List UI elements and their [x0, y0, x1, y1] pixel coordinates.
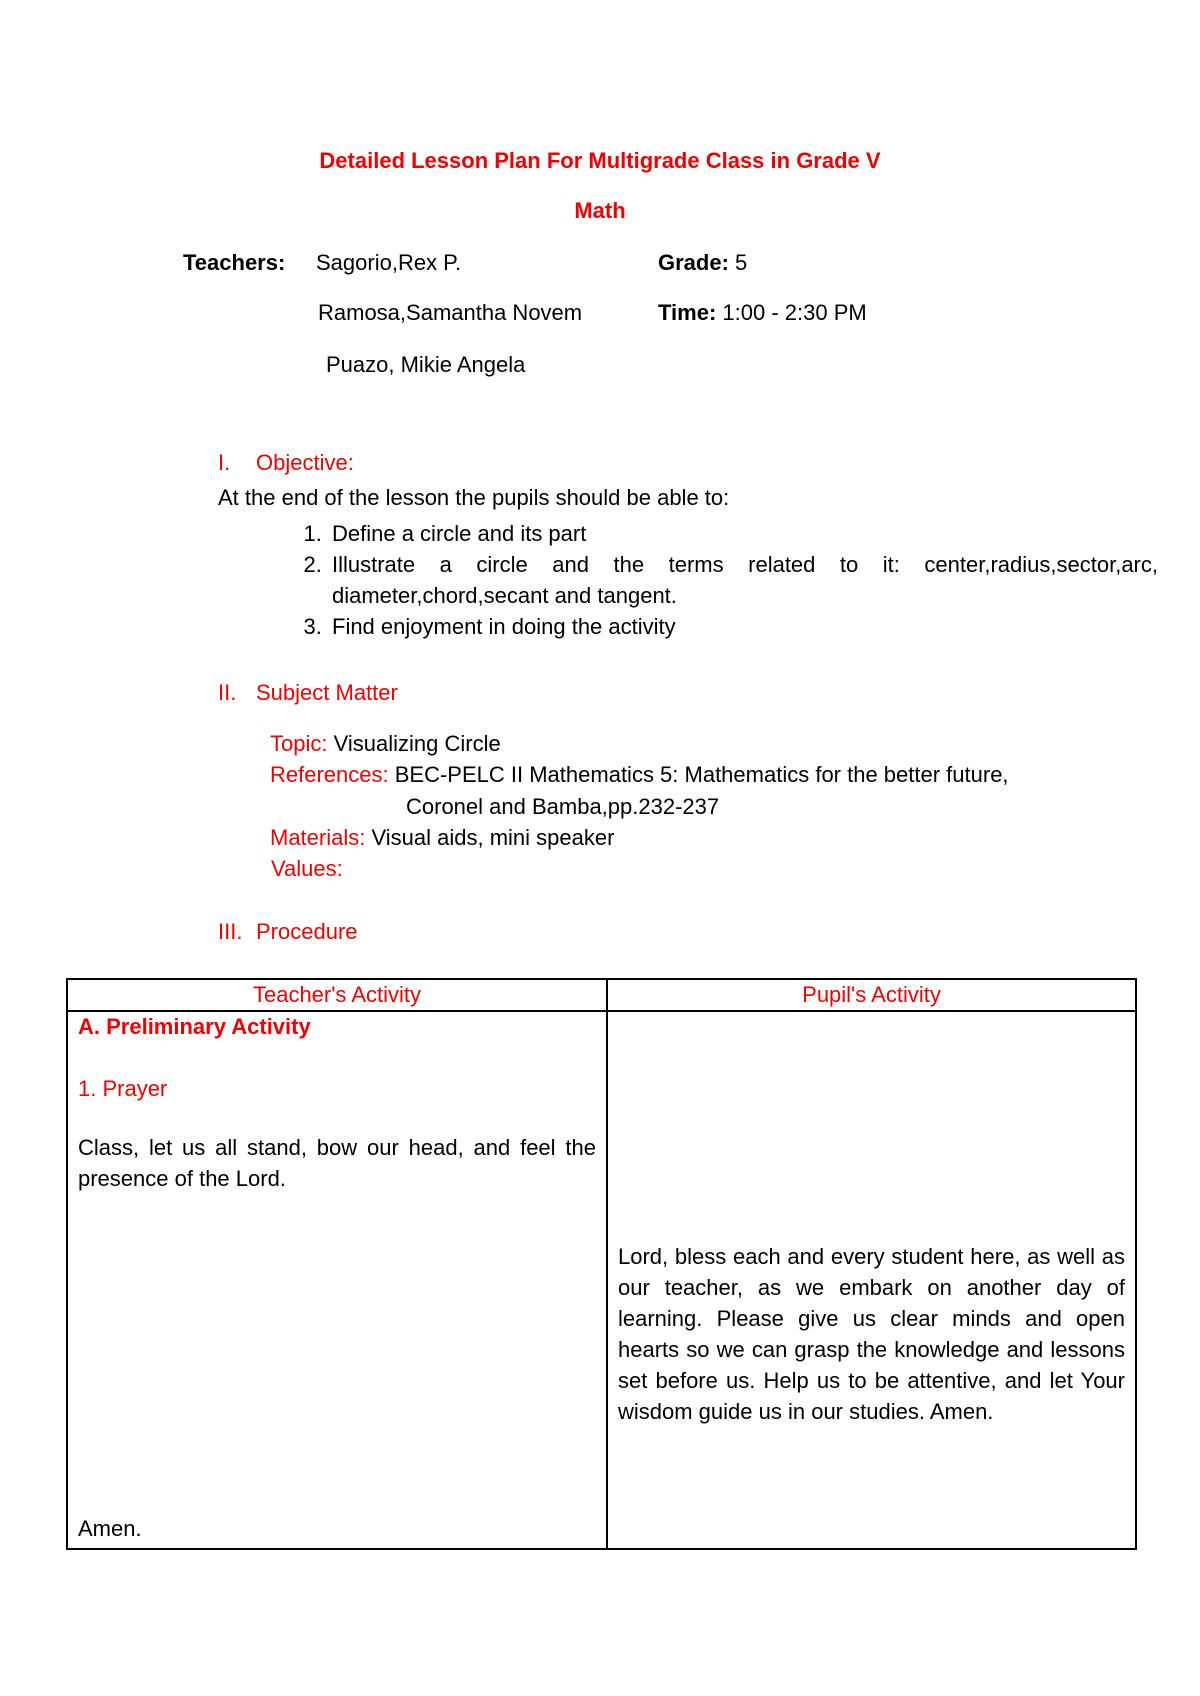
- grade-line: [658, 250, 747, 276]
- document-title: Detailed Lesson Plan For Multigrade Class in Grade V: [319, 148, 881, 173]
- procedure-table: [66, 978, 1137, 1550]
- procedure-heading: Procedure: [256, 919, 358, 944]
- teachers-label: Teachers:: [183, 250, 286, 275]
- pupil-activity-header: Pupil's Activity: [607, 979, 1136, 1011]
- teacher-activity-cell: [67, 1011, 607, 1549]
- materials-line: [270, 825, 614, 851]
- references-continued: Coronel and Bamba,pp.232-237: [406, 794, 720, 819]
- teacher-amen: Amen.: [78, 1516, 142, 1541]
- objective-heading: Objective:: [256, 450, 354, 475]
- references-label: References:: [270, 762, 389, 787]
- references-line: [270, 762, 1009, 788]
- topic-line: [270, 731, 501, 757]
- objective-number: I.: [218, 450, 231, 475]
- grade-value: 5: [735, 250, 748, 275]
- subject-matter-number: II.: [218, 680, 237, 705]
- teacher-name-3: Puazo, Mikie Angela: [326, 352, 526, 377]
- prayer-heading: 1. Prayer: [78, 1076, 168, 1101]
- objective-intro: At the end of the lesson the pupils should be able to:: [218, 485, 730, 510]
- pupil-activity-cell: [607, 1011, 1136, 1549]
- topic-label: Topic:: [270, 731, 328, 756]
- objective-item: 3. Find enjoyment in doing the activity: [328, 611, 1158, 642]
- pupil-prayer-text: Lord, bless each and every student here, as well as our teacher, as we embark on another day of learning. Please give us clear minds and open hearts so we can grasp the knowledge and lessons set before us. Help us to be attentive, and let Your wisdom guide us in our studies. Amen.: [618, 1244, 1125, 1424]
- time-line: [658, 300, 867, 326]
- teacher-prayer-instruction: Class, let us all stand, bow our head, and feel the presence of the Lord.: [78, 1135, 596, 1191]
- topic-value: Visualizing Circle: [333, 731, 501, 756]
- teacher-name-2: Ramosa,Samantha Novem: [318, 300, 583, 325]
- time-value: 1:00 - 2:30 PM: [722, 300, 867, 325]
- teacher-name-1: Sagorio,Rex P.: [316, 250, 462, 275]
- subject-title: Math: [574, 198, 626, 223]
- subject-matter-heading: Subject Matter: [256, 680, 398, 705]
- table-row: [67, 1011, 1136, 1549]
- materials-label: Materials:: [270, 825, 366, 850]
- objective-item: 1. Define a circle and its part: [328, 518, 1158, 549]
- objective-item: 2. Illustrate a circle and the terms related to it: center,radius,sector,arc, diameter,chord,secant and tangent.: [328, 549, 1158, 611]
- teacher-activity-header: Teacher's Activity: [67, 979, 607, 1011]
- preliminary-activity-heading: A. Preliminary Activity: [78, 1014, 311, 1039]
- table-header-row: [67, 979, 1136, 1011]
- grade-label: Grade:: [658, 250, 729, 275]
- procedure-number: III.: [218, 919, 243, 944]
- values-label: Values:: [271, 856, 343, 881]
- objective-list: [290, 518, 1158, 642]
- time-label: Time:: [658, 300, 717, 325]
- materials-value: Visual aids, mini speaker: [371, 825, 615, 850]
- references-value: BEC-PELC II Mathematics 5: Mathematics for the better future,: [394, 762, 1009, 787]
